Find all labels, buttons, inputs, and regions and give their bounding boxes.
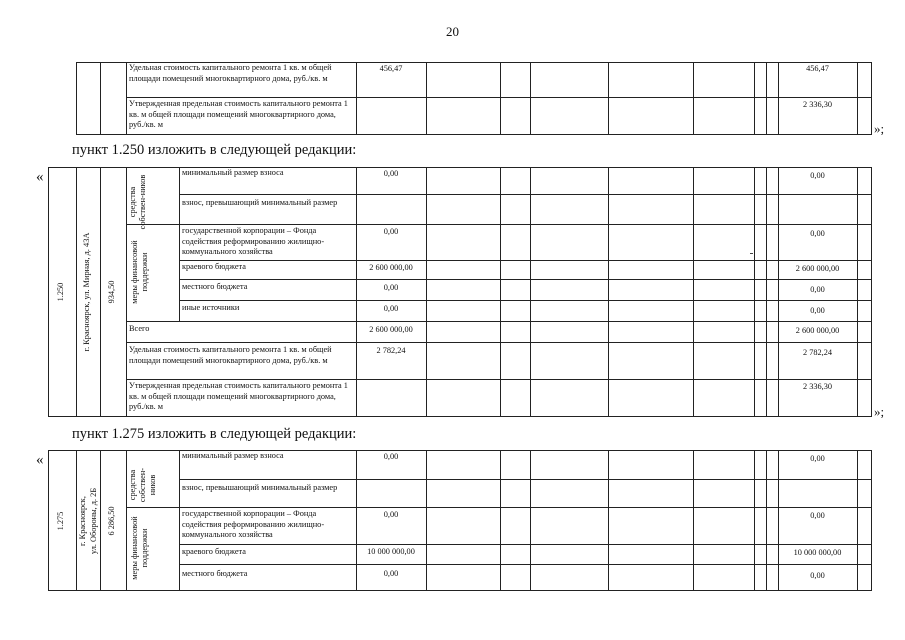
unit-cost-value: 2 782,24	[376, 346, 406, 355]
area: 6 286,50	[107, 506, 116, 536]
local-budget-label: местного бюджета	[182, 569, 248, 578]
heading-1275: пункт 1.275 изложить в следующей редакции:	[72, 426, 357, 442]
opening-quote: «	[36, 452, 44, 468]
closing-quote: »;	[874, 404, 885, 419]
regional-budget-value: 2 600 000,00	[369, 263, 413, 272]
unit-cost-value: 456,47	[379, 64, 403, 73]
other-sources-value: 0,00	[383, 304, 399, 313]
min-contribution-value: 0,00	[383, 169, 399, 178]
row-number: 1.250	[56, 282, 65, 302]
local-budget-value: 0,00	[383, 283, 399, 292]
limit-cost-label: Утвержденная предельная стоимость капитального ремонта 1 кв. м общей площади помещений многоквартирного дома, руб./кв. м	[129, 381, 348, 411]
support-measures-label: меры финансовой поддержки	[130, 516, 149, 580]
owners-funds-label: средства собствен-ников	[128, 174, 147, 230]
fund-label: государственной корпорации – Фонда содействия реформированию жилищно-коммунального хозяйства	[182, 509, 325, 539]
total-total: 2 600 000,00	[795, 326, 840, 335]
regional-budget-total: 10 000 000,00	[793, 548, 842, 557]
address-line-2: ул. Обороны, д. 2Б	[89, 487, 98, 555]
page-number: 20	[446, 24, 459, 39]
regional-budget-total: 2 600 000,00	[795, 264, 840, 273]
fund-total: 0,00	[810, 229, 825, 238]
regional-budget-value: 10 000 000,00	[367, 547, 415, 556]
fund-label: государственной корпорации – Фонда содействия реформированию жилищно-коммунального хозяйства	[182, 226, 325, 256]
closing-quote: »;	[874, 121, 885, 136]
fund-total: 0,00	[810, 511, 825, 520]
other-sources-label: иные источники	[182, 303, 240, 312]
local-budget-total: 0,00	[810, 571, 825, 580]
total-label: Всего	[129, 324, 150, 333]
address-line-1: г. Красноярск,	[78, 496, 87, 546]
local-budget-total: 0,00	[810, 285, 825, 294]
owners-funds-label: средства собствен-ников	[128, 467, 157, 503]
address	[77, 471, 99, 571]
excess-contribution-label: взнос, превышающий минимальный размер	[182, 483, 338, 492]
local-budget-label: местного бюджета	[182, 282, 248, 291]
limit-cost-label: Утвержденная предельная стоимость капитального ремонта 1 кв. м общей площади помещений многоквартирного дома, руб./кв. м	[129, 99, 348, 129]
min-contribution-value: 0,00	[383, 452, 399, 461]
unit-cost-total: 2 782,24	[802, 348, 833, 357]
support-measures-label: меры финансовой поддержки	[130, 240, 149, 304]
min-contribution-total: 0,00	[810, 171, 825, 180]
row-number: 1.275	[56, 511, 65, 531]
local-budget-value: 0,00	[383, 569, 399, 578]
address: г. Красноярск, ул. Мирная, д. 43А	[82, 232, 91, 352]
regional-budget-label: краевого бюджета	[182, 262, 246, 271]
unit-cost-label: Удельная стоимость капитального ремонта 1 кв. м общей площади помещений многоквартирного дома, руб./кв. м	[129, 345, 332, 365]
regional-budget-label: краевого бюджета	[182, 547, 246, 556]
fund-value: 0,00	[383, 510, 399, 519]
min-contribution-label: минимальный размер взноса	[182, 168, 284, 177]
area: 934,50	[107, 280, 116, 304]
excess-contribution-label: взнос, превышающий минимальный размер	[182, 198, 338, 207]
opening-quote: «	[36, 169, 44, 185]
fund-value: 0,00	[383, 227, 399, 236]
limit-cost-total: 2 336,30	[802, 100, 833, 109]
total-value: 2 600 000,00	[369, 325, 413, 334]
other-sources-total: 0,00	[810, 306, 825, 315]
min-contribution-total: 0,00	[810, 454, 825, 463]
limit-cost-total: 2 336,30	[802, 382, 833, 391]
heading-1250: пункт 1.250 изложить в следующей редакции:	[72, 142, 357, 158]
unit-cost-label: Удельная стоимость капитального ремонта 1 кв. м общей площади помещений многоквартирного дома, руб./кв. м	[129, 63, 332, 83]
min-contribution-label: минимальный размер взноса	[182, 451, 284, 460]
unit-cost-total: 456,47	[806, 64, 829, 73]
